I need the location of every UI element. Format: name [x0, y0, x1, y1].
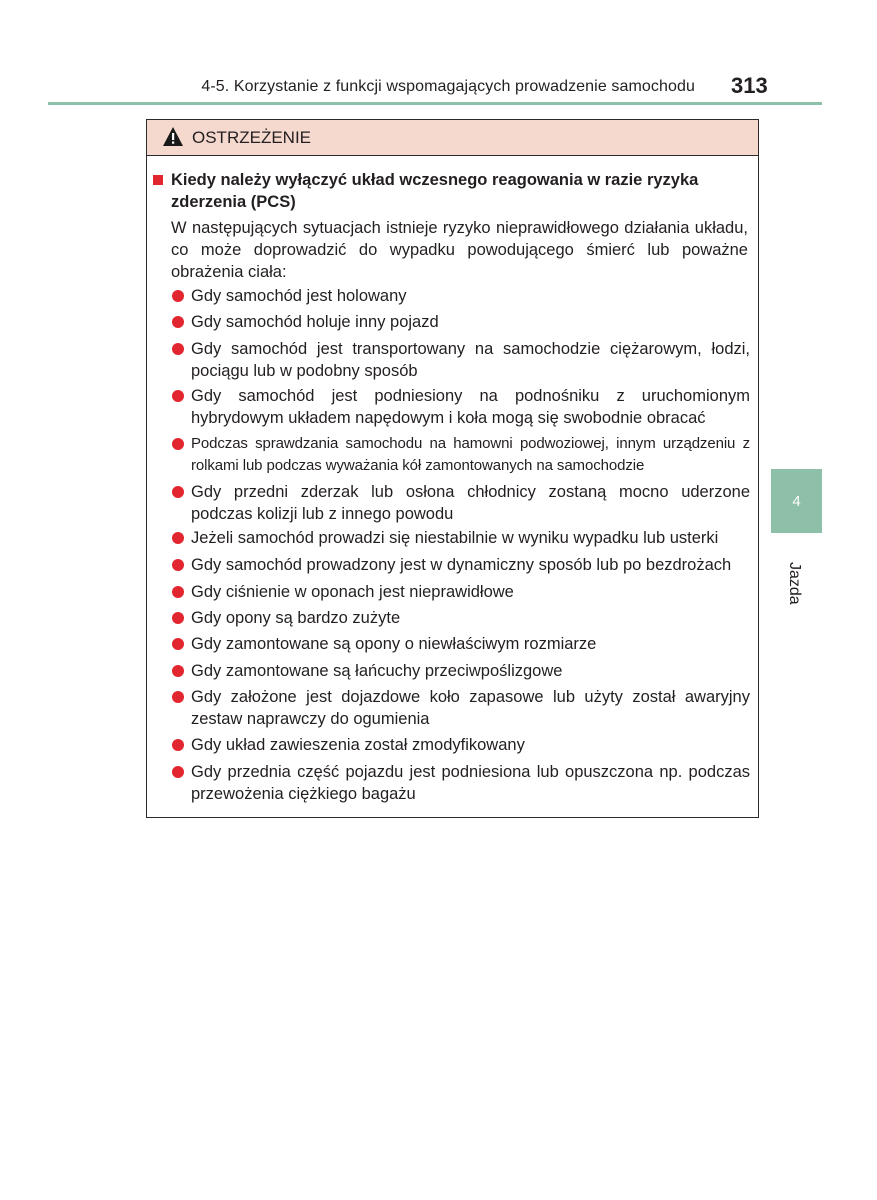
bullet-list [147, 120, 758, 817]
bullet-dot-icon [172, 532, 184, 544]
warning-title: OSTRZEŻENIE [192, 128, 312, 147]
bullet-dot-icon [172, 739, 184, 751]
bullet-dot-icon [172, 586, 184, 598]
bullet-dot-icon [172, 638, 184, 650]
chapter-number: 4 [792, 493, 801, 510]
chapter-title: 4-5. Korzystanie z funkcji wspomagających prowadzenie samochodu [201, 78, 695, 95]
bullet-dot-icon [172, 438, 184, 450]
list-item: Gdy układ zawieszenia został zmodyfikowany [191, 734, 750, 756]
list-item: Gdy zamontowane są opony o niewłaściwym rozmiarze [191, 633, 750, 655]
list-item: Gdy samochód jest podniesiony na podnośniku z uruchomionym hybrydowym układem napędowym i koła mogą się swobodnie obracać [191, 385, 750, 429]
list-item: Gdy przedni zderzak lub osłona chłodnicy zostaną mocno uderzone podczas kolizji lub z innego powodu [191, 481, 750, 525]
list-item: Gdy opony są bardzo zużyte [191, 607, 750, 629]
list-item: Gdy ciśnienie w oponach jest nieprawidłowe [191, 581, 750, 603]
list-item: Gdy przednia część pojazdu jest podniesiona lub opuszczona np. podczas przewożenia ciężkiego bagażu [191, 761, 750, 805]
bullet-dot-icon [172, 612, 184, 624]
list-item: Jeżeli samochód prowadzi się niestabilnie w wyniku wypadku lub usterki [191, 527, 750, 549]
bullet-dot-icon [172, 559, 184, 571]
warning-box [146, 119, 759, 818]
list-item: Gdy samochód jest transportowany na samochodzie ciężarowym, łodzi, pociągu lub w podobny sposób [191, 338, 750, 382]
header-divider [48, 102, 822, 105]
bullet-dot-icon [172, 766, 184, 778]
list-item: Gdy samochód holuje inny pojazd [191, 311, 750, 333]
bullet-dot-icon [172, 290, 184, 302]
list-item: Gdy zamontowane są łańcuchy przeciwpoślizgowe [191, 660, 750, 682]
chapter-tab [771, 469, 822, 533]
list-item: Podczas sprawdzania samochodu na hamowni podwoziowej, innym urządzeniu z rolkami lub podczas wyważania kół zamontowanych na samochodzie [191, 433, 750, 477]
page-header [0, 0, 877, 106]
bullet-dot-icon [172, 486, 184, 498]
intro-text: W następujących sytuacjach istnieje ryzyko nieprawidłowego działania układu, co może doprowadzić do wypadku powodującego śmierć lub poważne obrażenia ciała: [171, 219, 748, 281]
section-title: Kiedy należy wyłączyć układ wczesnego reagowania w razie ryzyka zderzenia (PCS) [171, 171, 699, 211]
chapter-label: Jazda [786, 562, 803, 605]
bullet-dot-icon [172, 343, 184, 355]
list-item: Gdy założone jest dojazdowe koło zapasowe lub użyty został awaryjny zestaw naprawczy do ogumienia [191, 686, 750, 730]
bullet-dot-icon [172, 691, 184, 703]
list-item: Gdy samochód prowadzony jest w dynamiczny sposób lub po bezdrożach [191, 554, 750, 576]
bullet-dot-icon [172, 316, 184, 328]
bullet-dot-icon [172, 665, 184, 677]
bullet-dot-icon [172, 390, 184, 402]
list-item: Gdy samochód jest holowany [191, 285, 750, 307]
page-number: 313 [731, 73, 768, 98]
